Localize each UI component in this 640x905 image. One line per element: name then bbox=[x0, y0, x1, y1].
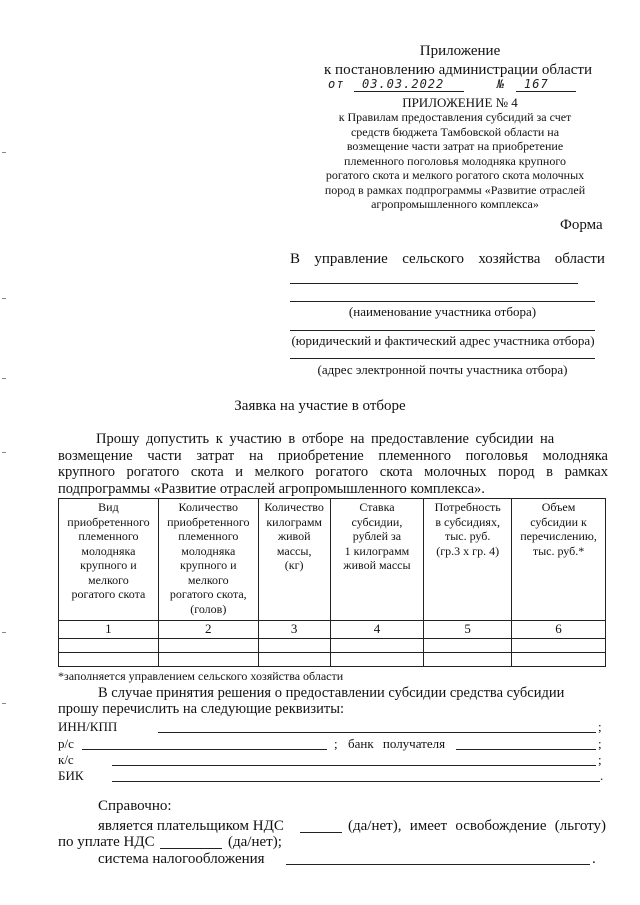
table-row bbox=[59, 638, 606, 652]
bik-field[interactable] bbox=[112, 781, 600, 782]
email-blank bbox=[290, 358, 595, 359]
table-cell[interactable] bbox=[330, 638, 424, 652]
column-number: 3 bbox=[258, 621, 330, 639]
request-line: Прошу допустить к участию в отборе на предоставление субсидии на bbox=[96, 431, 555, 447]
appendix-line: племенного поголовья молодняка крупного bbox=[344, 153, 566, 168]
header-cell-weight: Количество килограмм живой массы, (кг) bbox=[258, 499, 330, 621]
addressee-line bbox=[290, 251, 605, 268]
participant-name-caption: (наименование участника отбора) bbox=[348, 304, 537, 319]
request-paragraph bbox=[58, 431, 608, 497]
bank-intro-line: прошу перечислить на следующие реквизиты: bbox=[58, 701, 344, 717]
appendix-heading: Приложение bbox=[419, 43, 501, 59]
table-cell[interactable] bbox=[512, 652, 606, 666]
resolution-date-line bbox=[322, 77, 592, 93]
date-prefix: от bbox=[328, 77, 345, 91]
reference-title: Справочно: bbox=[98, 798, 172, 814]
addressee-word: хозяйства bbox=[478, 251, 541, 267]
appendix-line: агропромышленного комплекса» bbox=[371, 197, 539, 211]
tax-system-label: система налогообложения bbox=[98, 851, 265, 867]
table-cell[interactable] bbox=[424, 638, 512, 652]
margin-mark bbox=[2, 703, 6, 704]
table-number-row bbox=[59, 621, 606, 639]
resolution-date: 03.03.2022 bbox=[362, 77, 445, 91]
tax-system-field[interactable] bbox=[286, 864, 590, 865]
column-number: 2 bbox=[158, 621, 258, 639]
bank-label: банк получателя bbox=[348, 736, 446, 751]
margin-mark bbox=[2, 298, 6, 299]
table-row bbox=[59, 652, 606, 666]
vat-payment-label: по уплате НДС bbox=[58, 834, 155, 850]
table-cell[interactable] bbox=[258, 652, 330, 666]
inn-label: ИНН/КПП bbox=[58, 719, 118, 734]
appendix-line: возмещение части затрат на приобретение bbox=[346, 139, 564, 153]
table-header-row bbox=[59, 499, 606, 621]
column-number: 1 bbox=[59, 621, 159, 639]
bik-label: БИК bbox=[58, 768, 84, 783]
addressee-word: управление bbox=[314, 251, 388, 267]
bank-intro-line: В случае принятия решения о предоставлении субсидии средства субсидии bbox=[98, 685, 565, 701]
resolution-number: 167 bbox=[524, 77, 549, 91]
appendix-line: средств бюджета Тамбовской области на bbox=[350, 124, 560, 139]
header-cell-type: Вид приобретенного племенного молодняка крупного и мелкого рогатого скота bbox=[59, 499, 159, 621]
header-cell-rate: Ставка субсидии, рублей за 1 килограмм живой массы bbox=[330, 499, 424, 621]
addressee-word: сельского bbox=[402, 251, 464, 267]
resolution-line: к постановлению администрации области bbox=[324, 62, 592, 78]
vat-payer-field[interactable] bbox=[300, 832, 342, 833]
addressee-word: В bbox=[290, 251, 301, 267]
column-number: 6 bbox=[512, 621, 606, 639]
column-number: 5 bbox=[424, 621, 512, 639]
table-cell[interactable] bbox=[330, 652, 424, 666]
account-label: р/с bbox=[58, 736, 74, 751]
address-caption: (юридический и фактический адрес участника отбора) bbox=[291, 333, 595, 348]
table-cell[interactable] bbox=[424, 652, 512, 666]
appendix-line: рогатого скота и мелкого рогатого скота молочных bbox=[325, 168, 585, 182]
margin-mark bbox=[2, 452, 6, 453]
vat-payer-label: является плательщиком НДС bbox=[98, 818, 284, 834]
column-number: 4 bbox=[330, 621, 424, 639]
number-prefix: № bbox=[497, 77, 506, 91]
table-cell[interactable] bbox=[158, 652, 258, 666]
vat-exemption-label: (да/нет), имеет освобождение (льготу) bbox=[348, 818, 606, 834]
table-cell[interactable] bbox=[258, 638, 330, 652]
blank-line bbox=[290, 283, 578, 284]
bank-field[interactable] bbox=[456, 749, 596, 750]
table-cell[interactable] bbox=[512, 638, 606, 652]
margin-mark bbox=[2, 632, 6, 633]
appendix-title: ПРИЛОЖЕНИЕ № 4 bbox=[402, 95, 518, 110]
appendix-line: пород в рамках подпрограммы «Развитие отраслей bbox=[324, 182, 586, 197]
table-footnote: *заполняется управлением сельского хозяйства области bbox=[58, 669, 344, 683]
table-cell[interactable] bbox=[59, 638, 159, 652]
table-cell[interactable] bbox=[59, 652, 159, 666]
margin-mark bbox=[2, 378, 6, 379]
table-cell[interactable] bbox=[158, 638, 258, 652]
form-label: Форма bbox=[560, 217, 603, 233]
vat-exemption-field[interactable] bbox=[160, 848, 222, 849]
request-line: крупного рогатого скота и мелкого рогатого скота молочных пород в рамках bbox=[58, 464, 608, 480]
inn-field[interactable] bbox=[158, 732, 596, 733]
request-line: подпрограммы «Развитие отраслей агропромышленного комплекса». bbox=[58, 480, 485, 497]
margin-mark bbox=[2, 152, 6, 153]
date-underline bbox=[354, 91, 464, 92]
header-cell-amount: Объем субсидии к перечислению, тыс. руб.* bbox=[512, 499, 606, 621]
subsidy-table bbox=[58, 498, 606, 667]
number-underline bbox=[516, 91, 576, 92]
appendix-line: к Правилам предоставления субсидий за счет bbox=[338, 110, 572, 124]
vat-yesno-label: (да/нет); bbox=[228, 834, 282, 850]
account-field[interactable] bbox=[82, 749, 327, 750]
email-caption: (адрес электронной почты участника отбора) bbox=[317, 362, 568, 377]
appendix-rules-text bbox=[305, 110, 605, 212]
corr-account-field[interactable] bbox=[112, 765, 596, 766]
address-blank bbox=[290, 330, 595, 331]
application-title: Заявка на участие в отборе bbox=[234, 398, 406, 414]
request-line: возмещение части затрат на приобретение племенного поголовья молодняка bbox=[58, 447, 608, 464]
participant-name-blank bbox=[290, 301, 595, 302]
header-cell-quantity: Количество приобретенного племенного молодняка крупного и мелкого рогатого скота, (голов) bbox=[158, 499, 258, 621]
addressee-word: области bbox=[554, 251, 605, 267]
corr-account-label: к/с bbox=[58, 752, 74, 767]
header-cell-need: Потребность в субсидиях, тыс. руб. (гр.3 х гр. 4) bbox=[424, 499, 512, 621]
